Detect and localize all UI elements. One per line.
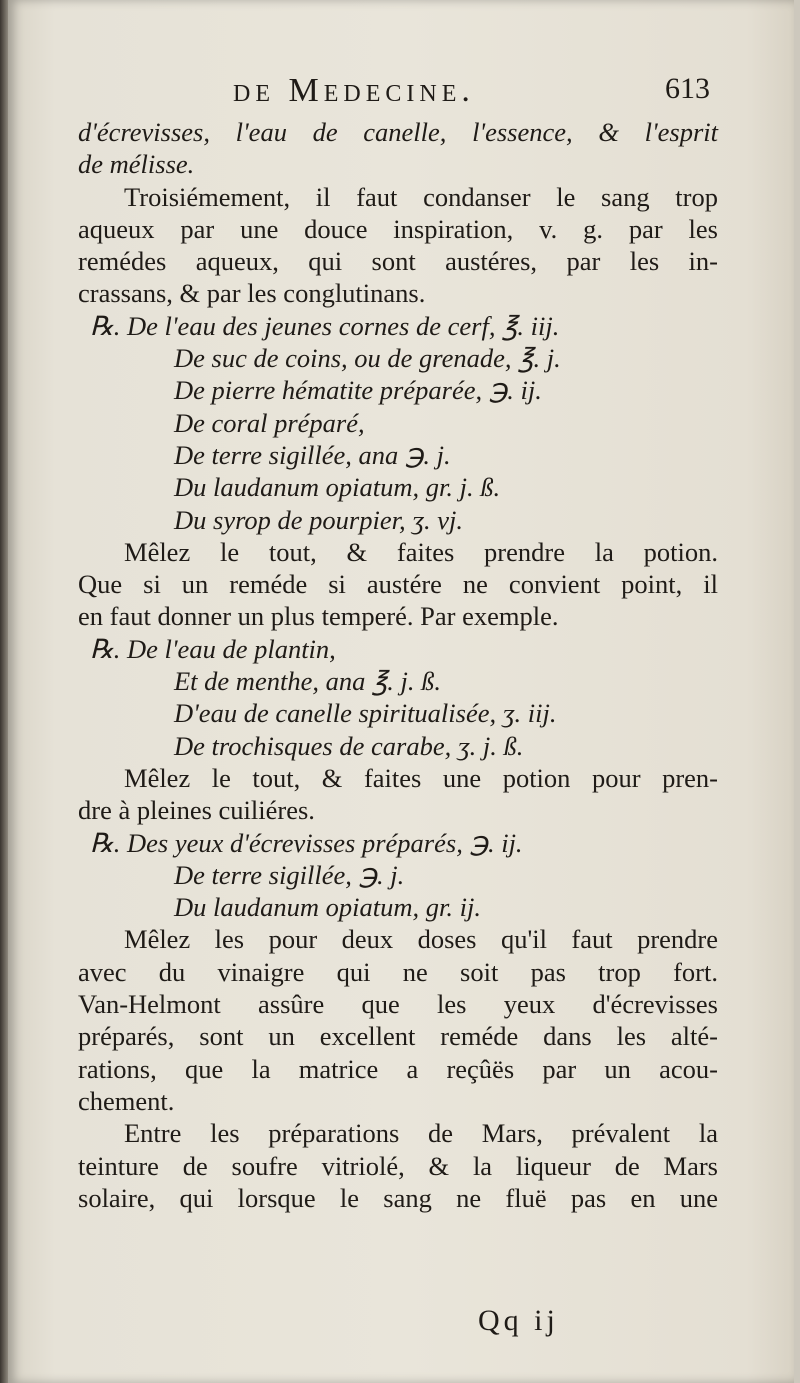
text-line: D'eau de canelle spiritualisée, ʒ. iij. xyxy=(174,698,557,729)
text-line: Du laudanum opiatum, gr. j. ß. xyxy=(174,472,501,503)
text-line: ℞. De l'eau de plantin, xyxy=(90,633,336,664)
text-line: teinture de soufre vitriolé, & la liqueur de Mars xyxy=(78,1150,718,1181)
text-line: dre à pleines cuiliéres. xyxy=(78,795,315,826)
book-spine-shadow xyxy=(0,0,8,1383)
text-line: Entre les préparations de Mars, prévalent la xyxy=(124,1118,718,1149)
body-text xyxy=(78,116,718,1214)
text-line: Troisiémement, il faut condanser le sang trop xyxy=(124,181,718,212)
text-line: Du laudanum opiatum, gr. ij. xyxy=(174,892,481,923)
text-line: De coral préparé, xyxy=(174,407,365,438)
text-line: d'écrevisses, l'eau de canelle, l'essence, & l'esprit xyxy=(78,117,718,147)
text-line: De trochisques de carabe, ʒ. j. ß. xyxy=(174,730,524,761)
text-line: De terre sigillée, ℈. j. xyxy=(174,859,405,890)
text-line: ℞. De l'eau des jeunes cornes de cerf, ℥. iij. xyxy=(90,310,560,341)
page-header xyxy=(8,72,794,116)
text-line: Van-Helmont assûre que les yeux d'écrevisses xyxy=(78,989,718,1020)
text-line: De terre sigillée, ana ℈. j. xyxy=(174,439,451,470)
text-line: De suc de coins, ou de grenade, ℥. j. xyxy=(174,343,561,374)
text-line: de mélisse. xyxy=(78,149,195,180)
page-number: 613 xyxy=(665,72,710,105)
text-line: chement. xyxy=(78,1085,175,1116)
text-line: Et de menthe, ana ℥. j. ß. xyxy=(174,666,442,697)
text-line: Mêlez le tout, & faites prendre la potion. xyxy=(124,536,718,567)
text-line: De pierre hématite préparée, ℈. ij. xyxy=(174,375,542,406)
text-line: Mêlez les pour deux doses qu'il faut prendre xyxy=(124,924,718,955)
text-line: aqueux par une douce inspiration, v. g. par les xyxy=(78,213,718,244)
book-page xyxy=(8,0,794,1383)
text-line: préparés, sont un excellent reméde dans les alté- xyxy=(78,1021,718,1052)
signature-mark: Qq ij xyxy=(478,1304,559,1337)
text-line: Du syrop de pourpier, ʒ. vj. xyxy=(174,504,464,535)
running-title: de Medecine. xyxy=(233,72,475,109)
text-line: rations, que la matrice a reçûës par un acou- xyxy=(78,1053,718,1084)
text-line: crassans, & par les conglutinans. xyxy=(78,278,426,309)
text-line: ℞. Des yeux d'écrevisses préparés, ℈. ij. xyxy=(90,827,523,858)
text-line: en faut donner un plus temperé. Par exemple. xyxy=(78,601,559,632)
text-line: remédes aqueux, qui sont austéres, par les in- xyxy=(78,246,718,277)
text-line: Mêlez le tout, & faites une potion pour pren- xyxy=(124,762,718,793)
text-line: solaire, qui lorsque le sang ne fluë pas en une xyxy=(78,1182,718,1213)
text-line: avec du vinaigre qui ne soit pas trop fort. xyxy=(78,956,718,987)
text-line: Que si un reméde si austére ne convient point, il xyxy=(78,569,718,600)
